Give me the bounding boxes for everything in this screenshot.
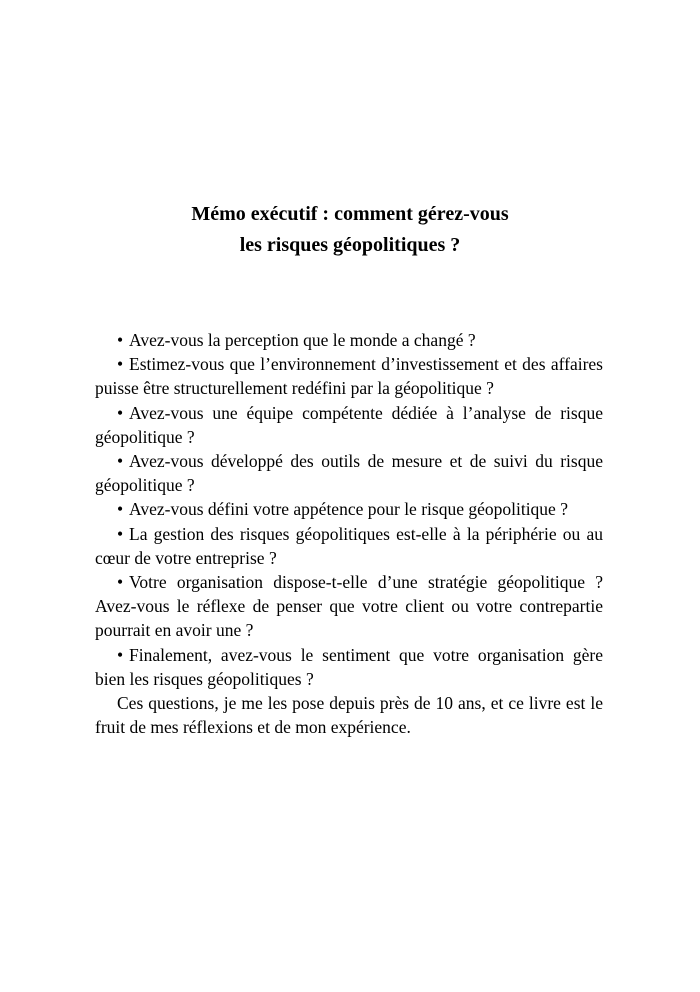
- question-item: [95, 570, 603, 643]
- memo-body: [95, 328, 603, 739]
- question-item: [95, 328, 603, 352]
- question-item: [95, 497, 603, 521]
- bullet-icon: •: [117, 330, 124, 350]
- question-text: Avez-vous une équipe compétente dédiée à l’analyse de risque géopolitique ?: [95, 402, 603, 447]
- bullet-icon: •: [117, 451, 124, 472]
- bullet-icon: •: [117, 523, 124, 544]
- bullet-icon: •: [117, 354, 124, 375]
- question-text: La gestion des risques géopolitiques est-elle à la périphérie ou au cœur de votre entreprise ?: [95, 523, 603, 568]
- question-text: Estimez-vous que l’environnement d’investissement et des affaires puisse être structurellement redéfini par la géopolitique ?: [95, 354, 603, 399]
- memo-title-line-2: les risques géopolitiques ?: [239, 234, 461, 256]
- question-text: Avez-vous développé des outils de mesure et de suivi du risque géopolitique ?: [95, 451, 603, 496]
- bullet-icon: •: [117, 644, 124, 665]
- question-item: [95, 401, 603, 449]
- question-text: Votre organisation dispose-t-elle d’une stratégie géopolitique ? Avez-vous le réflexe de penser que votre client ou votre contrepartie pourrait en avoir une ?: [95, 572, 603, 641]
- question-text: Avez-vous la perception que le monde a changé ?: [129, 330, 476, 350]
- question-item: [95, 643, 603, 691]
- question-item: [95, 522, 603, 570]
- question-text: Finalement, avez-vous le sentiment que votre organisation gère bien les risques géopolitiques ?: [95, 644, 603, 689]
- question-item: [95, 449, 603, 497]
- memo-title: [0, 199, 700, 261]
- question-item: [95, 352, 603, 400]
- closing-paragraph: Ces questions, je me les pose depuis près de 10 ans, et ce livre est le fruit de mes réflexions et de mon expérience.: [95, 693, 603, 738]
- memo-title-line-1: Mémo exécutif : comment gérez-vous: [191, 203, 509, 225]
- question-text: Avez-vous défini votre appétence pour le risque géopolitique ?: [129, 499, 568, 520]
- bullet-icon: •: [117, 572, 124, 593]
- bullet-icon: •: [117, 402, 124, 423]
- bullet-icon: •: [117, 499, 124, 520]
